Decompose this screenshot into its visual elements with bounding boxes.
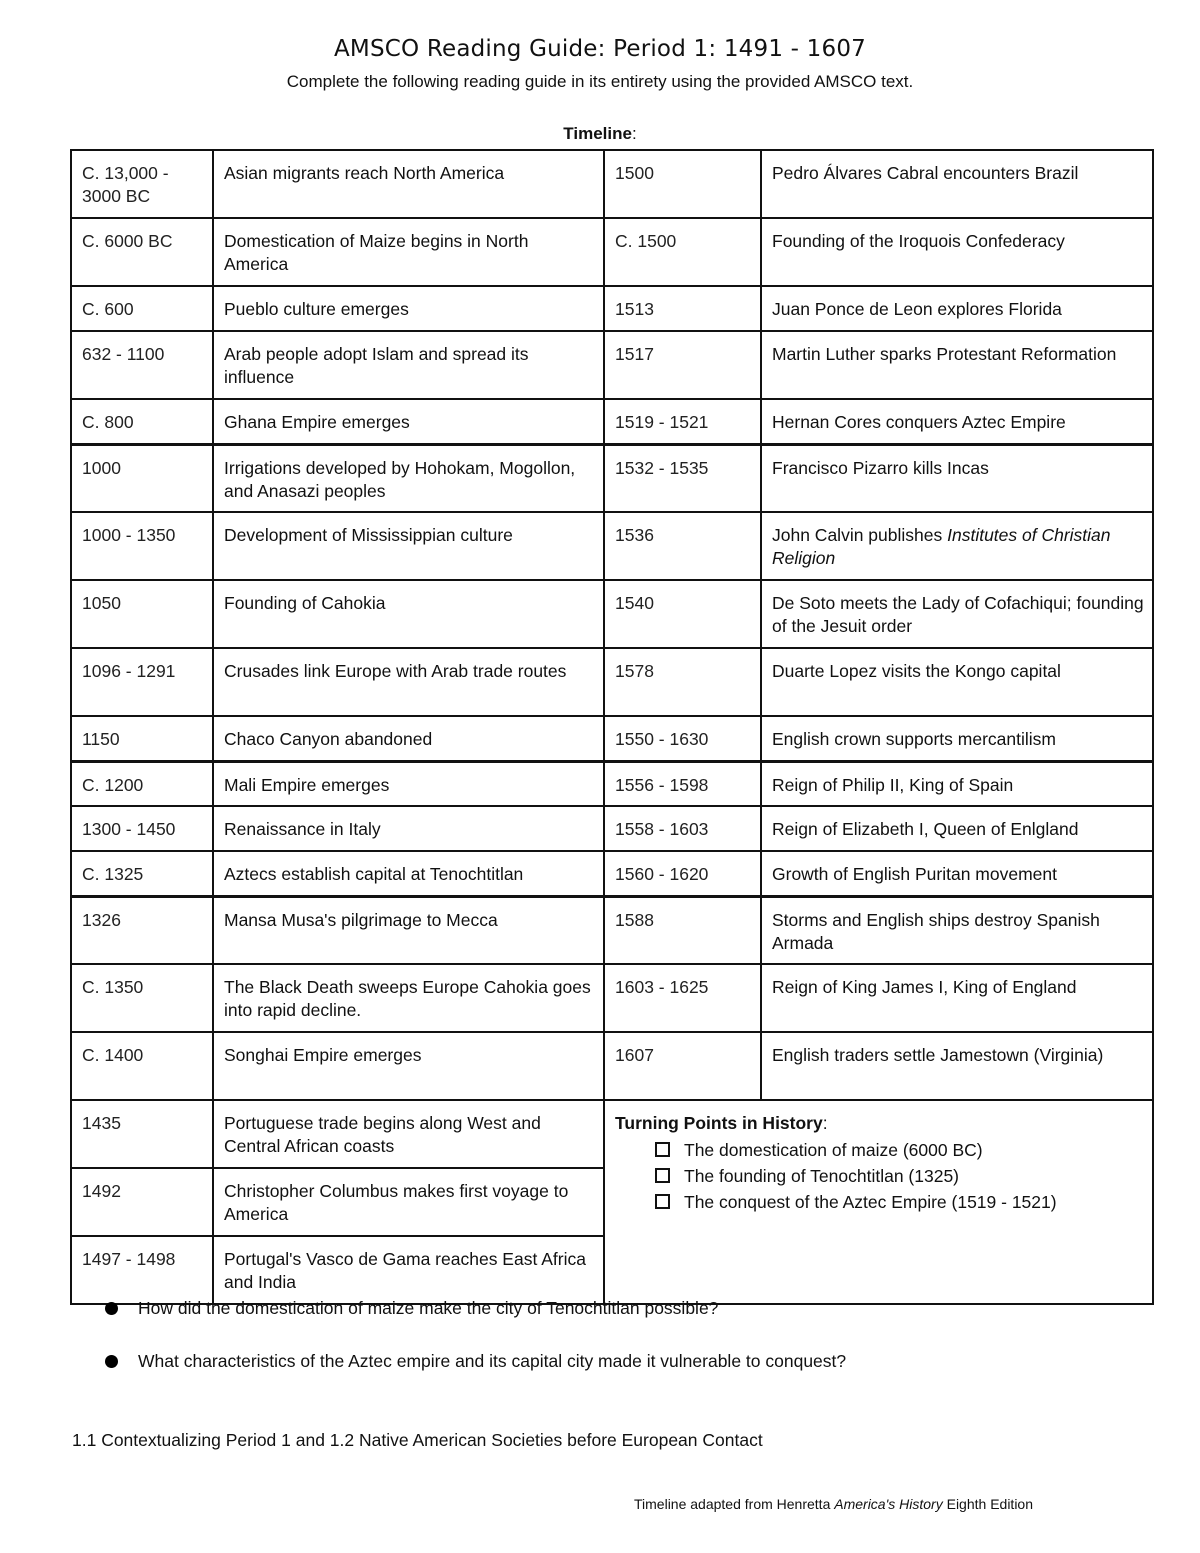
timeline-row (71, 896, 1153, 964)
timeline-event: Irrigations developed by Hohokam, Mogollon, and Anasazi peoples (213, 444, 604, 512)
timeline-row (71, 761, 1153, 806)
timeline-event: Portugal's Vasco de Gama reaches East Africa and India (213, 1236, 604, 1304)
timeline-date: 1550 - 1630 (604, 716, 761, 761)
timeline-date: 1558 - 1603 (604, 806, 761, 851)
timeline-row (71, 580, 1153, 648)
timeline-date: 1300 - 1450 (71, 806, 213, 851)
bullet-icon (105, 1302, 118, 1315)
timeline-date: 632 - 1100 (71, 331, 213, 399)
timeline-row (71, 851, 1153, 896)
timeline-event: Christopher Columbus makes first voyage to America (213, 1168, 604, 1236)
bullet-icon (105, 1355, 118, 1368)
timeline-event: Crusades link Europe with Arab trade routes (213, 648, 604, 716)
section-heading: 1.1 Contextualizing Period 1 and 1.2 Native American Societies before European Contact (72, 1430, 763, 1450)
timeline-date: 1150 (71, 716, 213, 761)
timeline-date: 1500 (604, 150, 761, 218)
timeline-row (71, 399, 1153, 444)
timeline-event: Francisco Pizarro kills Incas (761, 444, 1153, 512)
turning-points-list (655, 1137, 1144, 1215)
timeline-date: C. 800 (71, 399, 213, 444)
timeline-row (71, 648, 1153, 716)
timeline-event: The Black Death sweeps Europe Cahokia goes into rapid decline. (213, 964, 604, 1032)
timeline-event: Mansa Musa's pilgrimage to Mecca (213, 896, 604, 964)
timeline-date: 1326 (71, 896, 213, 964)
timeline-event: Songhai Empire emerges (213, 1032, 604, 1100)
instructions: Complete the following reading guide in its entirety using the provided AMSCO text. (286, 72, 914, 91)
turning-point-item: The founding of Tenochtitlan (1325) (655, 1163, 1144, 1189)
timeline-date: 1588 (604, 896, 761, 964)
timeline-event: Portuguese trade begins along West and Central African coasts (213, 1100, 604, 1168)
timeline-row (71, 1100, 1153, 1168)
timeline-event: Founding of the Iroquois Confederacy (761, 218, 1153, 286)
timeline-event: Reign of Philip II, King of Spain (761, 761, 1153, 806)
timeline-date: 1497 - 1498 (71, 1236, 213, 1304)
timeline-row (71, 331, 1153, 399)
timeline-date: C. 1500 (604, 218, 761, 286)
timeline-event: Founding of Cahokia (213, 580, 604, 648)
timeline-event: Development of Mississippian culture (213, 512, 604, 580)
timeline-row (71, 512, 1153, 580)
timeline-date: 1556 - 1598 (604, 761, 761, 806)
timeline-event: Hernan Cores conquers Aztec Empire (761, 399, 1153, 444)
book-title: Institutes of Christian Religion (772, 525, 1111, 568)
timeline-event: Renaissance in Italy (213, 806, 604, 851)
timeline-event: Domestication of Maize begins in North America (213, 218, 604, 286)
timeline-event: Storms and English ships destroy Spanish Armada (761, 896, 1153, 964)
timeline-event: Asian migrants reach North America (213, 150, 604, 218)
timeline-event: Reign of King James I, King of England (761, 964, 1153, 1032)
timeline-date: 1517 (604, 331, 761, 399)
timeline-row (71, 218, 1153, 286)
checkbox-icon (655, 1142, 670, 1157)
timeline-row (71, 150, 1153, 218)
timeline-date: 1435 (71, 1100, 213, 1168)
turning-points-heading: Turning Points in History: (615, 1113, 828, 1133)
timeline-date: 1607 (604, 1032, 761, 1100)
turning-point-item: The conquest of the Aztec Empire (1519 - 1521) (655, 1189, 1144, 1215)
timeline-event: Growth of English Puritan movement (761, 851, 1153, 896)
timeline-row (71, 1032, 1153, 1100)
timeline-date: 1096 - 1291 (71, 648, 213, 716)
timeline-date: 1000 (71, 444, 213, 512)
timeline-label: Timeline: (563, 124, 637, 143)
timeline-date: C. 1400 (71, 1032, 213, 1100)
question-item: What characteristics of the Aztec empire and its capital city made it vulnerable to conquest? (105, 1351, 846, 1372)
timeline-row (71, 964, 1153, 1032)
timeline-date: 1536 (604, 512, 761, 580)
timeline-date: 1532 - 1535 (604, 444, 761, 512)
timeline-date: 1000 - 1350 (71, 512, 213, 580)
timeline-event: De Soto meets the Lady of Cofachiqui; founding of the Jesuit order (761, 580, 1153, 648)
timeline-table (70, 149, 1154, 1305)
timeline-row (71, 806, 1153, 851)
timeline-event: Mali Empire emerges (213, 761, 604, 806)
timeline-date: 1050 (71, 580, 213, 648)
timeline-event: Martin Luther sparks Protestant Reformation (761, 331, 1153, 399)
timeline-date: 1603 - 1625 (604, 964, 761, 1032)
timeline-date: C. 13,000 - 3000 BC (71, 150, 213, 218)
footer-credit: Timeline adapted from Henretta America's History Eighth Edition (634, 1496, 1034, 1512)
timeline-event: Juan Ponce de Leon explores Florida (761, 286, 1153, 331)
timeline-date: C. 1200 (71, 761, 213, 806)
timeline-event (761, 512, 1153, 580)
timeline-event: Chaco Canyon abandoned (213, 716, 604, 761)
timeline-date: C. 1325 (71, 851, 213, 896)
timeline-date: 1513 (604, 286, 761, 331)
timeline-event: Pueblo culture emerges (213, 286, 604, 331)
timeline-date: 1578 (604, 648, 761, 716)
page-title: AMSCO Reading Guide: Period 1: 1491 - 1607 (333, 36, 867, 62)
timeline-date: C. 6000 BC (71, 218, 213, 286)
timeline-event: Aztecs establish capital at Tenochtitlan (213, 851, 604, 896)
timeline-date: 1560 - 1620 (604, 851, 761, 896)
timeline-date: 1492 (71, 1168, 213, 1236)
timeline-row (71, 444, 1153, 512)
timeline-date: C. 1350 (71, 964, 213, 1032)
timeline-date: 1540 (604, 580, 761, 648)
timeline-event: Arab people adopt Islam and spread its influence (213, 331, 604, 399)
timeline-date: C. 600 (71, 286, 213, 331)
timeline-row (71, 286, 1153, 331)
turning-point-item: The domestication of maize (6000 BC) (655, 1137, 1144, 1163)
timeline-event: Pedro Álvares Cabral encounters Brazil (761, 150, 1153, 218)
timeline-date: 1519 - 1521 (604, 399, 761, 444)
timeline-event: Duarte Lopez visits the Kongo capital (761, 648, 1153, 716)
timeline-event: English crown supports mercantilism (761, 716, 1153, 761)
turning-points-box (604, 1100, 1153, 1304)
checkbox-icon (655, 1168, 670, 1183)
timeline-event: English traders settle Jamestown (Virginia) (761, 1032, 1153, 1100)
checkbox-icon (655, 1194, 670, 1209)
event-text: John Calvin publishes (772, 525, 948, 545)
timeline-row (71, 716, 1153, 761)
timeline-event: Ghana Empire emerges (213, 399, 604, 444)
question-item: How did the domestication of maize make the city of Tenochtitlan possible? (105, 1298, 718, 1319)
timeline-event: Reign of Elizabeth I, Queen of Enlgland (761, 806, 1153, 851)
